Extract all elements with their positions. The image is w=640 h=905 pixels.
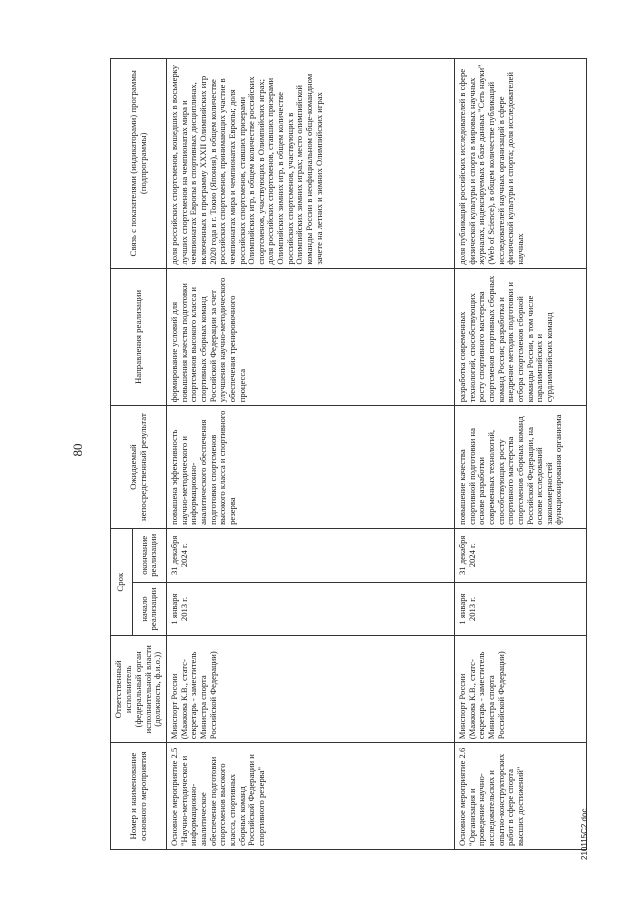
measure-directions: формирование условий для повышения качества подготовки спортсменов высокого класса и спортивных сборных команд Российской Федерации за счет улучшения научно-методического обеспечения тренировочного процесса (167, 268, 455, 406)
header-number-name: Номер и наименование основного мероприятия (111, 743, 167, 850)
measures-table (110, 58, 587, 850)
measure-end: 31 декабря 2024 г. (167, 528, 455, 582)
measure-link: доля российских спортсменов, вошедших в восьмерку лучших спортсменов на чемпионатах мира и чемпионатах Европы в спортивных дисциплинах, включенных в программу XXXII Олимпийских игр 2020 года в г. Токио (Япония), в общем количестве российских спортсменов, принимающих участие в чемпионатах мира и чемпионатах Европы; доля российских спортсменов, ставших призерами Олимпийских игр, в общем количестве российских спортсменов, участвующих в Олимпийских играх; доля российских спортсменов, ставших призерами Олимпийских зимних игр, в общем количестве российских спортсменов, участвующих в Олимпийских зимних играх; место олимпийской команды России в неофициальном обще-командном зачете на летних и зимних Олимпийских играх (167, 59, 455, 269)
header-directions: Направления реализации (111, 268, 167, 406)
page-number: 80 (70, 443, 85, 457)
header-link: Связь с показателями (индикаторами) программы (подпрограммы) (111, 59, 167, 269)
header-start: начало реализации (132, 582, 166, 636)
header-result: Ожидаемый непосредственный результат (111, 406, 167, 529)
measure-responsible: Минспорт России (Мажкова К.В., статс-секретарь - заместитель Министра спорта Российской Федерации) (167, 636, 455, 743)
footer-filename: 210115C2.doc (580, 808, 589, 860)
measure-link: доля публикаций российских исследователей в сфере физической культуры и спорта в мировых научных журналах, индексируемых в базе данных "Сеть науки" (Web of Science), в общем количестве публикаций исследователей научных организаций в сфере физической культуры и спорта; доля исследователей научных (455, 59, 587, 269)
header-term: Срок (111, 528, 133, 636)
measure-result: повышена эффективность научно-методического и информационно-аналитического обеспечения подготовки спортсменов высокого класса и спортивного резерва (167, 406, 455, 529)
rotated-page (65, 40, 595, 860)
measure-name: Основное мероприятие 2.6 "Организация и проведение научно-исследовательских и опытно-конструкторских работ в сфере спорта высших достижений" (455, 743, 587, 850)
measure-name: Основное мероприятие 2.5 "Научно-методическое и информационно-аналитическое обеспечение подготовки спортсменов высокого класса, спортивных сборных команд Российской Федерации и спортивного резерва" (167, 743, 455, 850)
header-end: окончание реализации (132, 528, 166, 582)
measure-end: 31 декабря 2024 г. (455, 528, 587, 582)
header-responsible: Ответственный исполнитель (федеральный орган исполнительной власти (должность, ф.и.о.)) (111, 636, 167, 743)
measure-result: повышение качества спортивной подготовки на основе разработки современных технологий, способствующих росту спортивного мастерства спортсменов сборных команд Российской Федерации, на основе исследований закономерностей функционирования организма (455, 406, 587, 529)
measure-directions: разработка современных технологий, способствующих росту спортивного мастерства спортсменов спортивных сборных команд России; разработка и внедрение методик подготовки и отбора спортсменов сборной команды России, в том числе паралимпийских и сурдлимпийских команд (455, 268, 587, 406)
measure-start: 1 января 2013 г. (455, 582, 587, 636)
table-row (167, 59, 455, 850)
measure-responsible: Минспорт России (Мажкова К.В., статс-секретарь - заместитель Министра спорта Российской Федерации) (455, 636, 587, 743)
table-row (455, 59, 587, 850)
measure-start: 1 января 2013 г. (167, 582, 455, 636)
